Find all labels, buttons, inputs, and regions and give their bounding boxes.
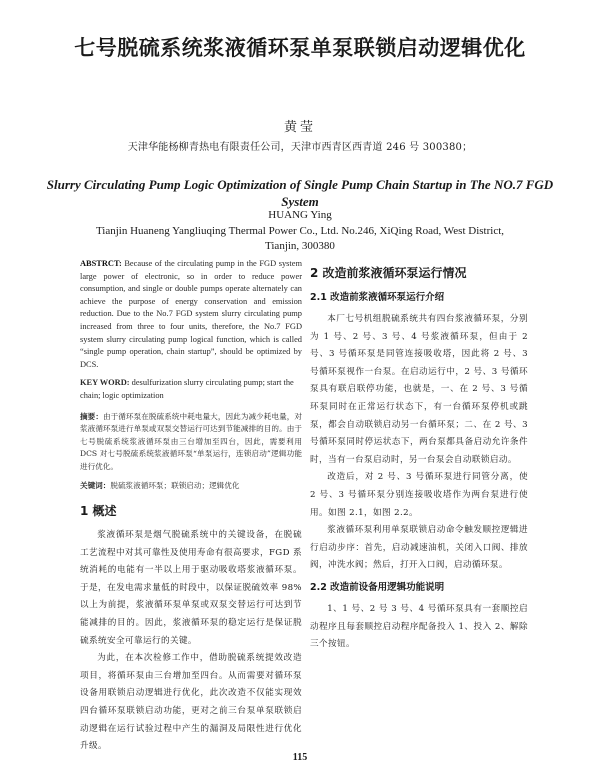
abstract-en-text: Because of the circulating pump in the FGD system large power of electronic, so in order to reduce power consumption, and single or double pumps operate alternately can achieve the purpose of energy conservation and emission reduction. Due to the No.7 FGD system slurry circulating pump increased from three to four units, therefore, the No.7 FGD system slurry circulating pump logical function, which is called “single pump operation, chain startup”, should be optimized by DCS. bbox=[80, 259, 302, 369]
section-1-paragraph-1: 浆液循环泵是烟气脱硫系统中的关键设备，在脱硫工艺流程中对其可靠性及使用寿命有很高要求，FGD 系统消耗的电能有一半以上用于驱动吸收塔浆液循环泵。于是，在发电需求量低的时段中，以保证脱硫效率 98%以上为前提，浆液循环泵单泵或双泵交替运行可达到节能减排的目的。因此，浆液循环泵的稳定运行是保证脱硫系统安全可靠运行的关键。 bbox=[80, 530, 302, 646]
section-1-heading: 1 概述 bbox=[80, 504, 117, 519]
paper-title-en: Slurry Circulating Pump Logic Optimization of Single Pump Chain Startup in The NO.7 FGD System bbox=[46, 177, 554, 209]
abstract-cn-text: 由于循环泵在脱硫系统中耗电量大，因此为减少耗电量，对浆液循环泵进行单泵或双泵交替运行可达到节能减排的目的。由于七号脱硫系统浆液循环泵由三台增加至四台，因此，需要利用 DCS 对七号脱硫系统浆液循环泵“单泵运行，连锁启动”逻辑功能进行优化。 bbox=[80, 411, 303, 471]
paper-title-cn: 七号脱硫系统浆液循环泵单泵联锁启动逻辑优化 bbox=[74, 36, 526, 60]
abstract-en-label: ABSTRCT: bbox=[80, 259, 122, 268]
section-2-heading: 2 改造前浆液循环泵运行情况 bbox=[310, 266, 467, 280]
section-2-2-paragraph-1: 1、1 号、2 号 3 号、4 号循环泵具有一套顺控启动程序且每套顺控启动程序配备投入 1、投入 2、解除三个按钮。 bbox=[310, 603, 528, 650]
page-number: 115 bbox=[292, 752, 308, 763]
affiliation-cn: 天津华能杨柳青热电有限责任公司，天津市西青区西青道 246 号 300380； bbox=[127, 142, 473, 153]
abstract-cn bbox=[80, 411, 302, 474]
author-en: HUANG Ying bbox=[268, 209, 332, 221]
keywords-en bbox=[80, 377, 302, 402]
keywords-en-label: KEY WORD: bbox=[80, 378, 130, 388]
left-column bbox=[80, 258, 302, 756]
right-column bbox=[310, 258, 528, 654]
keywords-cn bbox=[80, 480, 302, 493]
author-cn: 黄莹 bbox=[283, 120, 316, 135]
section-2-2-heading: 2.2 改造前设备用逻辑功能说明 bbox=[310, 581, 445, 593]
section-2-1-paragraph-1: 本厂七号机组脱硫系统共有四台浆液循环泵，分别为 1 号、2 号、3 号、4 号浆液循环泵，但由于 2 号、3 号循环泵是同管连接吸收塔，因此将 2 号、3 号循环泵视作一台泵。在启动运行中，2 号、3 号循环泵具有联启联停功能，也就是，一、在 2 号、3 号循环泵同时在正常运行状态下，有一台循环泵停机或跳泵，都会自动联锁启动另一台循环泵；二、在 2 号、3 号循环泵同时停运状态下，两台泵都具备启动允许条件时，当有一台泵启动时，另一台泵会自动联锁启动。 bbox=[310, 314, 528, 465]
section-1-paragraph-2: 为此，在本次检修工作中，借助脱硫系统提效改造项目，将循环泵由三台增加至四台。从而需要对循环泵设备用联锁启动逻辑进行优化，此次改造不仅能实现效四台循环泵联锁启动功能，更对之前三台泵单泵联锁启动逻辑在运行试验过程中产生的漏洞及局限性进行优化升级。 bbox=[80, 653, 302, 752]
section-2-1-paragraph-3: 浆液循环泵利用单泵联锁启动命令触发顺控逻辑进行启动步序：首先，启动减速油机，关闭入口阀、排放阀，冲洗水阀；然后，打开入口阀，启动循环泵。 bbox=[310, 525, 528, 571]
affiliation-en: Tianjin Huaneng Yangliuqing Thermal Power Co., Ltd. No.246, XiQing Road, West District, Tianjin, 300380 bbox=[95, 225, 505, 252]
section-2-1-paragraph-2: 改造后，对 2 号、3 号循环泵进行同管分离，使 2 号、3 号循环泵分别连接吸收塔作为两台泵进行使用。如图 2.1，如图 2.2。 bbox=[310, 472, 528, 518]
abstract-cn-label: 摘要： bbox=[80, 411, 103, 421]
abstract-en bbox=[80, 258, 302, 371]
keywords-cn-label: 关键词： bbox=[80, 480, 111, 490]
section-2-1-heading: 2.1 改造前浆液循环泵运行介绍 bbox=[310, 292, 445, 303]
keywords-en-text: desulfurization slurry circulating pump; start the chain; logic optimization bbox=[80, 378, 294, 400]
keywords-cn-text: 脱硫浆液循环泵；联锁启动；逻辑优化 bbox=[110, 480, 240, 490]
